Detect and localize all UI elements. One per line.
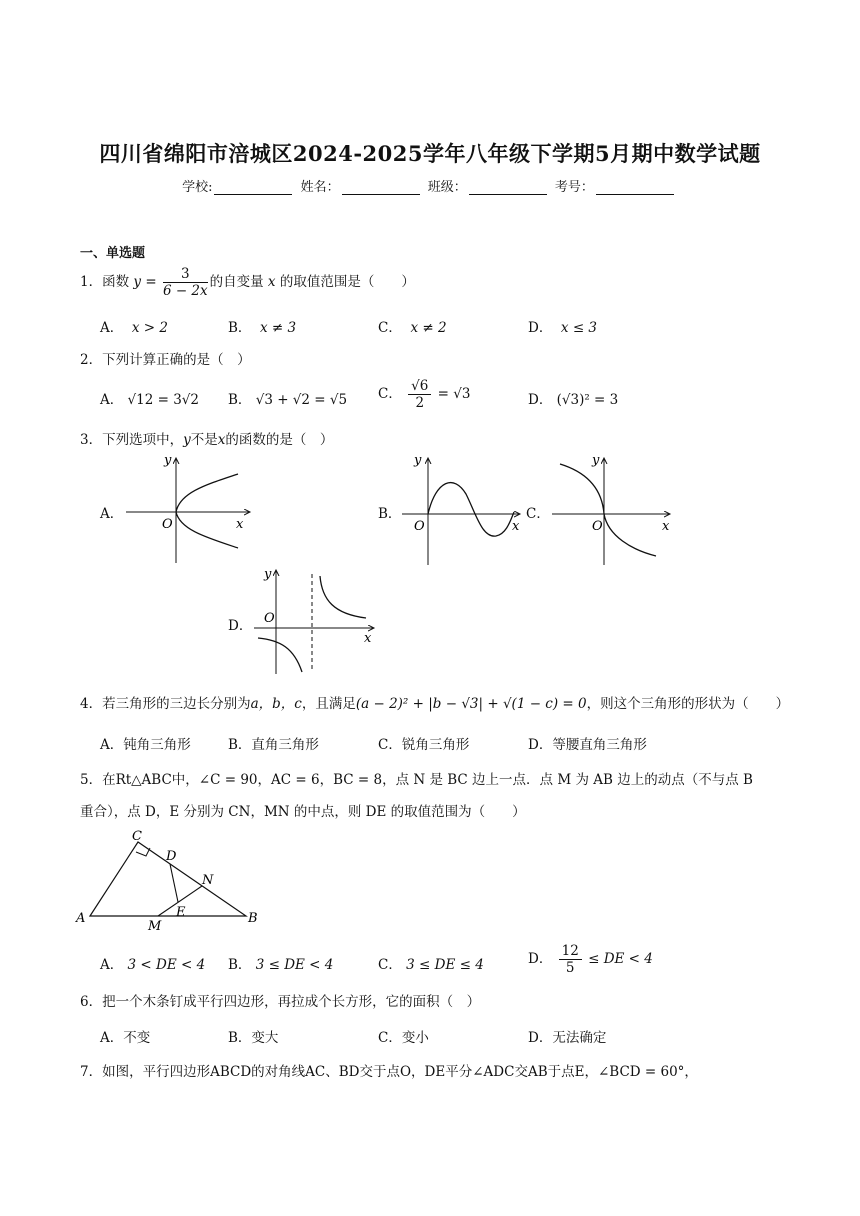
q2-d-label: D． (528, 392, 553, 408)
q5-d-denominator: 5 (565, 960, 575, 976)
q4-option-b[interactable]: B．直角三角形 (228, 737, 319, 753)
q5-d-label: D． (528, 951, 553, 967)
q3-graph-b (396, 450, 526, 570)
q5-triangle-figure (74, 826, 274, 936)
origin-label: O (162, 517, 173, 532)
point-b-label: B (248, 911, 258, 926)
q5-option-b[interactable] (228, 953, 333, 973)
q5-option-d[interactable] (528, 943, 653, 976)
q5-a-value: 3 < DE < 4 (127, 957, 206, 973)
q4-expression: (a − 2)² + |b − √3| + √(1 − c) = 0 (355, 696, 587, 712)
point-d-label: D (166, 849, 177, 864)
q6-option-d[interactable]: D．无法确定 (528, 1030, 607, 1046)
q1-a-value: x > 2 (131, 320, 168, 336)
q4-option-c[interactable]: C．锐角三角形 (378, 737, 470, 753)
question-5-line-2: 重合），点 D，E 分别为 CN，MN 的中点，则 DE 的取值范围为（ ） (80, 804, 526, 820)
school-blank[interactable] (214, 182, 292, 195)
question-2: 2．下列计算正确的是（ ） (80, 352, 251, 368)
q1-c-label: C． (378, 320, 402, 336)
hyperbola-upper-branch (320, 576, 366, 618)
point-a-label: A (76, 911, 86, 926)
q1-option-a[interactable] (100, 316, 168, 336)
q5-option-c[interactable] (378, 953, 484, 973)
q3-option-a-label[interactable]: A． (100, 506, 124, 522)
point-e-label: E (176, 905, 186, 920)
q4-option-a[interactable]: A．钝角三角形 (100, 737, 191, 753)
origin-label: O (592, 519, 603, 534)
question-3 (80, 428, 333, 448)
q3-prefix: 3．下列选项中， (80, 432, 184, 448)
q1-var-y: y (133, 274, 142, 290)
exam-no-label: 考号： (554, 180, 594, 195)
q3-option-c-label[interactable]: C． (526, 506, 550, 522)
q5-c-value: 3 ≤ DE ≤ 4 (406, 957, 484, 973)
q1-var-x: x (267, 274, 276, 290)
sine-wave-curve (428, 483, 514, 537)
q2-c-rest: = √3 (433, 386, 471, 402)
class-label: 班级： (427, 180, 467, 195)
q2-option-d[interactable] (528, 388, 618, 408)
q3-graph-c (546, 450, 676, 570)
q5-a-label: A． (100, 957, 124, 973)
sideways-parabola-curve (176, 474, 238, 548)
q2-c-label: C． (378, 386, 402, 402)
class-blank[interactable] (469, 182, 547, 195)
q1-fraction (163, 266, 208, 299)
q5-b-label: B． (228, 957, 252, 973)
exam-no-blank[interactable] (596, 182, 674, 195)
q5-option-a[interactable] (100, 953, 205, 973)
q1-b-value: x ≠ 3 (260, 320, 297, 336)
q4-option-d[interactable]: D．等腰直角三角形 (528, 737, 647, 753)
origin-label: O (264, 611, 275, 626)
hyperbola-lower-branch (258, 638, 302, 672)
question-1 (80, 266, 415, 299)
question-4 (80, 692, 789, 712)
axis-y-label: y (264, 567, 272, 582)
q4-mid: ，且满足 (301, 696, 356, 712)
school-label: 学校: (182, 180, 213, 195)
axis-x-label: x (364, 631, 372, 646)
q1-equals: = (141, 274, 161, 290)
q4-prefix: 4．若三角形的三边长分别为 (80, 696, 251, 712)
name-blank[interactable] (342, 182, 420, 195)
q2-a-value: √12 = 3√2 (127, 392, 200, 408)
q2-b-value: √3 + √2 = √5 (255, 392, 348, 408)
q2-c-denominator: 2 (415, 395, 425, 411)
decreasing-curve (560, 464, 656, 556)
q1-c-value: x ≠ 2 (410, 320, 447, 336)
q4-suffix: ，则这个三角形的形状为（ ） (586, 696, 790, 712)
axis-y-label: y (164, 453, 172, 468)
section-heading: 一、单选题 (80, 246, 146, 261)
q1-b-label: B． (228, 320, 252, 336)
question-7: 7．如图，平行四边形ABCD的对角线AC、BD交于点O，DE平分∠ADC交AB于点E，∠BCD = 60°， (80, 1064, 698, 1080)
q1-option-c[interactable] (378, 316, 447, 336)
segment-de (170, 864, 178, 902)
axis-x-label: x (512, 519, 520, 534)
q1-text-mid: 的自变量 (209, 274, 264, 290)
q2-d-value: (√3)² = 3 (556, 392, 619, 408)
q5-b-value: 3 ≤ DE < 4 (255, 957, 334, 973)
student-info-row (0, 176, 860, 195)
axis-y-label: y (414, 453, 422, 468)
axis-y-label: y (592, 453, 600, 468)
origin-label: O (414, 519, 425, 534)
q2-option-b[interactable] (228, 388, 347, 408)
q1-a-label: A． (100, 320, 124, 336)
point-m-label: M (148, 919, 162, 934)
q3-var-y: y (183, 432, 191, 448)
q5-d-numerator: 12 (559, 943, 582, 960)
q6-option-a[interactable]: A．不变 (100, 1030, 151, 1046)
q3-suffix: 的函数的是（ ） (225, 432, 334, 448)
q6-option-b[interactable]: B．变大 (228, 1030, 279, 1046)
q3-option-d-label[interactable]: D． (228, 618, 253, 634)
q6-option-c[interactable]: C．变小 (378, 1030, 429, 1046)
q2-option-a[interactable] (100, 388, 199, 408)
q1-option-b[interactable] (228, 316, 296, 336)
question-5-line-1: 5．在Rt△ABC中，∠C = 90，AC = 6，BC = 8，点 N 是 BC 边上一点．点 M 为 AB 边上的动点（不与点 B (80, 772, 753, 788)
name-label: 姓名： (300, 180, 340, 195)
q3-graph-d (250, 562, 380, 680)
q2-c-fraction (408, 378, 431, 411)
q3-graph-a (118, 450, 258, 570)
axis-x-label: x (662, 519, 670, 534)
question-6: 6．把一个木条钉成平行四边形，再拉成个长方形，它的面积（ ） (80, 994, 481, 1010)
q3-mid: 不是 (190, 432, 218, 448)
axis-x-label: x (236, 517, 244, 532)
q3-var-x: x (217, 432, 226, 448)
q2-c-numerator: √6 (408, 378, 431, 395)
q2-a-label: A． (100, 392, 124, 408)
q1-denominator: 6 − 2x (162, 283, 208, 299)
q3-option-b-label[interactable]: B． (378, 506, 402, 522)
point-c-label: C (132, 829, 142, 844)
q5-d-fraction (559, 943, 582, 976)
q1-d-label: D． (528, 320, 553, 336)
point-n-label: N (202, 873, 214, 888)
q5-c-label: C． (378, 957, 402, 973)
q1-text-end: 的取值范围是（ ） (279, 274, 415, 290)
q1-numerator: 3 (163, 266, 208, 283)
q1-prefix: 1．函数 (80, 274, 130, 290)
q4-vars: a，b，c (250, 696, 302, 712)
q1-d-value: x ≤ 3 (560, 320, 598, 336)
q1-option-d[interactable] (528, 316, 597, 336)
page-title: 四川省绵阳市涪城区2024-2025学年八年级下学期5月期中数学试题 (99, 141, 761, 166)
q5-d-rest: ≤ DE < 4 (588, 951, 653, 967)
q2-b-label: B． (228, 392, 252, 408)
q2-option-c[interactable] (378, 378, 470, 411)
